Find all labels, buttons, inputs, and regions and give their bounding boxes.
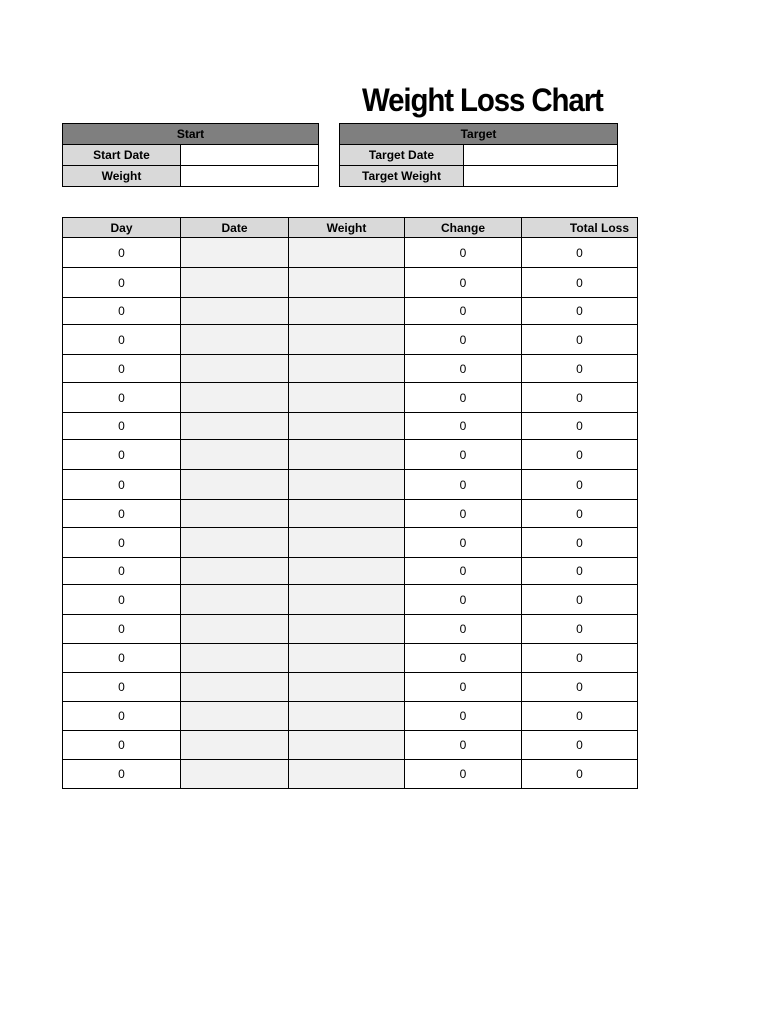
- total-loss-cell: 0: [522, 268, 638, 298]
- table-row: [63, 585, 638, 615]
- total-loss-cell: 0: [522, 325, 638, 355]
- target-weight-label: Target Weight: [340, 166, 464, 187]
- table-row: [63, 528, 638, 558]
- change-cell: 0: [405, 325, 522, 355]
- date-cell[interactable]: [181, 528, 289, 558]
- weight-cell[interactable]: [289, 615, 405, 644]
- start-table: [62, 123, 319, 187]
- total-loss-cell: 0: [522, 413, 638, 440]
- date-cell[interactable]: [181, 702, 289, 731]
- weight-cell[interactable]: [289, 383, 405, 413]
- change-cell: 0: [405, 268, 522, 298]
- change-cell: 0: [405, 413, 522, 440]
- day-cell: 0: [63, 383, 181, 413]
- weight-cell[interactable]: [289, 470, 405, 500]
- total-loss-cell: 0: [522, 355, 638, 383]
- target-table: [339, 123, 618, 187]
- table-row: [63, 470, 638, 500]
- day-cell: 0: [63, 470, 181, 500]
- start-weight-label: Weight: [63, 166, 181, 187]
- weight-cell[interactable]: [289, 440, 405, 470]
- change-cell: 0: [405, 528, 522, 558]
- table-row: [63, 615, 638, 644]
- column-header-day: Day: [63, 218, 181, 238]
- table-row: [63, 702, 638, 731]
- table-row: [63, 440, 638, 470]
- column-header-total-loss: Total Loss: [522, 218, 638, 238]
- change-cell: 0: [405, 355, 522, 383]
- total-loss-cell: 0: [522, 238, 638, 268]
- day-cell: 0: [63, 440, 181, 470]
- date-cell[interactable]: [181, 615, 289, 644]
- date-cell[interactable]: [181, 673, 289, 702]
- day-cell: 0: [63, 760, 181, 789]
- table-row: [63, 500, 638, 528]
- date-cell[interactable]: [181, 470, 289, 500]
- change-cell: 0: [405, 440, 522, 470]
- total-loss-cell: 0: [522, 760, 638, 789]
- start-weight-field[interactable]: [181, 166, 319, 187]
- table-row: [63, 268, 638, 298]
- target-date-field[interactable]: [464, 145, 618, 166]
- date-cell[interactable]: [181, 731, 289, 760]
- total-loss-cell: 0: [522, 702, 638, 731]
- date-cell[interactable]: [181, 268, 289, 298]
- column-header-weight: Weight: [289, 218, 405, 238]
- column-header-change: Change: [405, 218, 522, 238]
- total-loss-cell: 0: [522, 731, 638, 760]
- date-cell[interactable]: [181, 325, 289, 355]
- total-loss-cell: 0: [522, 644, 638, 673]
- total-loss-cell: 0: [522, 298, 638, 325]
- weight-cell[interactable]: [289, 500, 405, 528]
- table-row: [63, 760, 638, 789]
- target-date-label: Target Date: [340, 145, 464, 166]
- change-cell: 0: [405, 615, 522, 644]
- weight-cell[interactable]: [289, 558, 405, 585]
- table-row: [63, 558, 638, 585]
- day-cell: 0: [63, 615, 181, 644]
- total-loss-cell: 0: [522, 528, 638, 558]
- weight-cell[interactable]: [289, 413, 405, 440]
- weight-cell[interactable]: [289, 644, 405, 673]
- date-cell[interactable]: [181, 760, 289, 789]
- weight-cell[interactable]: [289, 731, 405, 760]
- day-cell: 0: [63, 413, 181, 440]
- weight-cell[interactable]: [289, 760, 405, 789]
- change-cell: 0: [405, 585, 522, 615]
- target-weight-field[interactable]: [464, 166, 618, 187]
- date-cell[interactable]: [181, 558, 289, 585]
- table-row: [63, 238, 638, 268]
- total-loss-cell: 0: [522, 673, 638, 702]
- weight-cell[interactable]: [289, 702, 405, 731]
- total-loss-cell: 0: [522, 615, 638, 644]
- change-cell: 0: [405, 702, 522, 731]
- table-row: [63, 298, 638, 325]
- date-cell[interactable]: [181, 383, 289, 413]
- date-cell[interactable]: [181, 500, 289, 528]
- total-loss-cell: 0: [522, 585, 638, 615]
- table-row: [63, 413, 638, 440]
- change-cell: 0: [405, 383, 522, 413]
- weight-cell[interactable]: [289, 673, 405, 702]
- day-cell: 0: [63, 500, 181, 528]
- change-cell: 0: [405, 500, 522, 528]
- total-loss-cell: 0: [522, 558, 638, 585]
- date-cell[interactable]: [181, 298, 289, 325]
- change-cell: 0: [405, 298, 522, 325]
- total-loss-cell: 0: [522, 383, 638, 413]
- table-row: [63, 355, 638, 383]
- weight-cell[interactable]: [289, 298, 405, 325]
- date-cell[interactable]: [181, 355, 289, 383]
- table-row: [63, 731, 638, 760]
- day-cell: 0: [63, 673, 181, 702]
- day-cell: 0: [63, 528, 181, 558]
- change-cell: 0: [405, 673, 522, 702]
- page-title: Weight Loss Chart: [362, 82, 603, 118]
- table-row: [63, 644, 638, 673]
- day-cell: 0: [63, 644, 181, 673]
- day-cell: 0: [63, 298, 181, 325]
- weight-cell[interactable]: [289, 585, 405, 615]
- weight-cell[interactable]: [289, 325, 405, 355]
- weight-cell[interactable]: [289, 268, 405, 298]
- date-cell[interactable]: [181, 238, 289, 268]
- weight-log-table: [62, 217, 638, 789]
- table-row: [63, 673, 638, 702]
- total-loss-cell: 0: [522, 500, 638, 528]
- total-loss-cell: 0: [522, 440, 638, 470]
- day-cell: 0: [63, 702, 181, 731]
- change-cell: 0: [405, 238, 522, 268]
- total-loss-cell: 0: [522, 470, 638, 500]
- start-header: Start: [63, 124, 319, 145]
- change-cell: 0: [405, 558, 522, 585]
- weight-cell[interactable]: [289, 355, 405, 383]
- weight-cell[interactable]: [289, 528, 405, 558]
- target-header: Target: [340, 124, 618, 145]
- day-cell: 0: [63, 731, 181, 760]
- column-header-date: Date: [181, 218, 289, 238]
- change-cell: 0: [405, 470, 522, 500]
- weight-cell[interactable]: [289, 238, 405, 268]
- table-header-row: [63, 218, 638, 238]
- table-row: [63, 383, 638, 413]
- date-cell[interactable]: [181, 440, 289, 470]
- date-cell[interactable]: [181, 413, 289, 440]
- change-cell: 0: [405, 731, 522, 760]
- start-date-field[interactable]: [181, 145, 319, 166]
- day-cell: 0: [63, 268, 181, 298]
- date-cell[interactable]: [181, 644, 289, 673]
- table-row: [63, 325, 638, 355]
- change-cell: 0: [405, 644, 522, 673]
- day-cell: 0: [63, 355, 181, 383]
- day-cell: 0: [63, 558, 181, 585]
- change-cell: 0: [405, 760, 522, 789]
- day-cell: 0: [63, 585, 181, 615]
- day-cell: 0: [63, 238, 181, 268]
- date-cell[interactable]: [181, 585, 289, 615]
- day-cell: 0: [63, 325, 181, 355]
- start-date-label: Start Date: [63, 145, 181, 166]
